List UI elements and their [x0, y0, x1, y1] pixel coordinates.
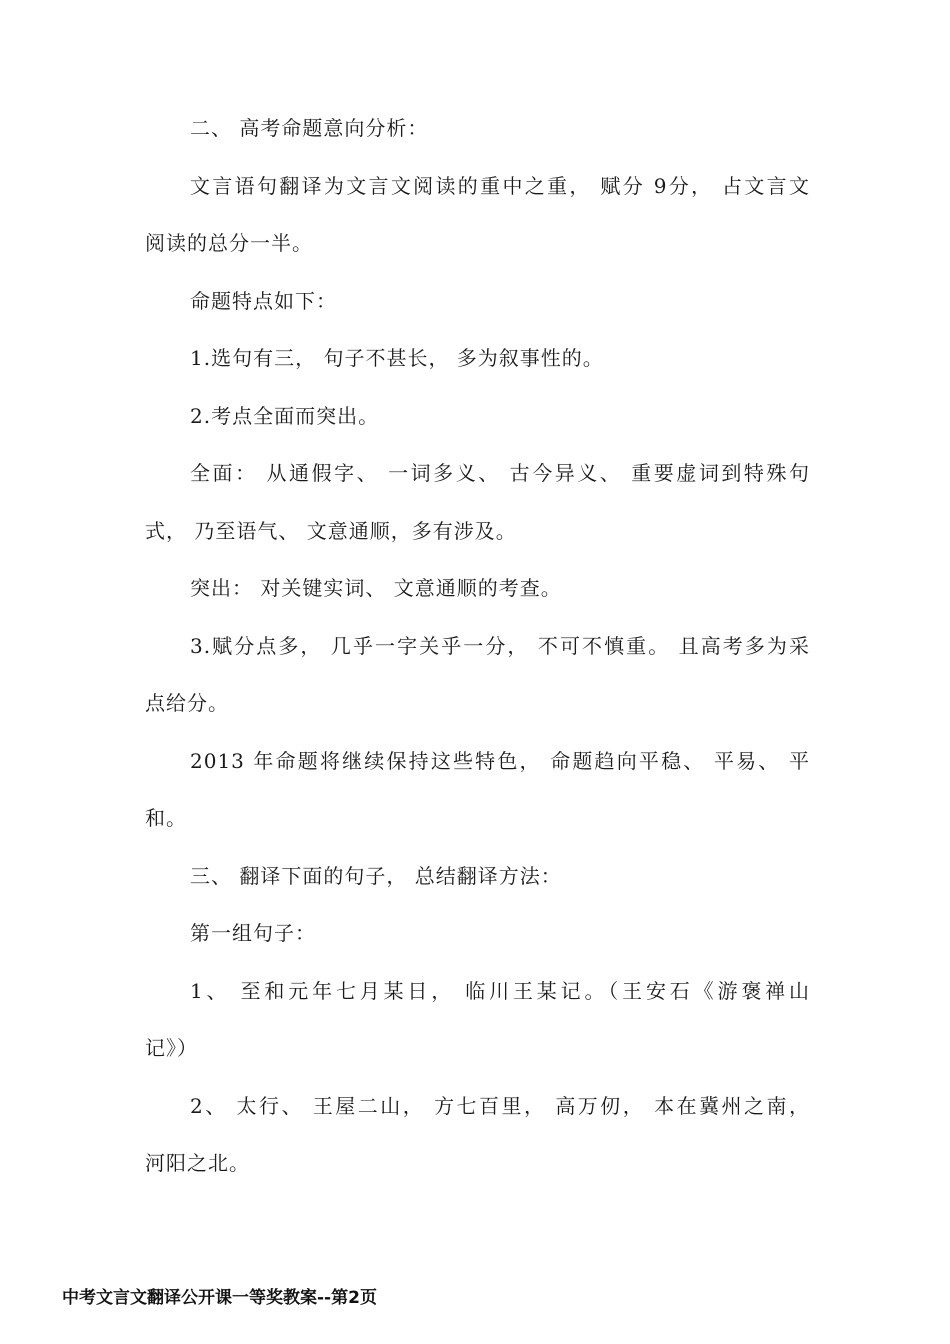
list-item: 2.考点全面而突出。 — [190, 404, 380, 428]
list-item: 2、 太行、 王屋二山， 方七百里， 高万仞， 本在冀州之南， — [190, 1094, 810, 1118]
paragraph-line: 式， 乃至语气、 文意通顺，多有涉及。 — [145, 519, 517, 543]
paragraph-line: 记》） — [145, 1036, 198, 1060]
section-heading-two: 二、 高考命题意向分析： — [190, 116, 429, 140]
paragraph-line: 全面： 从通假字、 一词多义、 古今异义、 重要虚词到特殊句 — [190, 461, 810, 485]
paragraph-line: 和。 — [145, 806, 187, 830]
list-item: 1、 至和元年七月某日， 临川王某记。（王安石《游褒禅山 — [190, 979, 810, 1003]
paragraph-line: 2013 年命题将继续保持这些特色， 命题趋向平稳、 平易、 平 — [190, 749, 810, 773]
list-item: 1.选句有三， 句子不甚长， 多为叙事性的。 — [190, 346, 604, 370]
paragraph-line: 阅读的总分一半。 — [145, 231, 313, 255]
paragraph-line: 突出： 对关键实词、 文意通顺的考查。 — [190, 576, 562, 600]
section-heading-three: 三、 翻译下面的句子， 总结翻译方法： — [190, 864, 562, 888]
paragraph-line: 命题特点如下： — [190, 289, 337, 313]
paragraph-line: 河阳之北。 — [145, 1151, 250, 1175]
paragraph-line: 第一组句子： — [190, 921, 316, 945]
page-footer: 中考文言文翻译公开课一等奖教案--第2页 — [62, 1288, 377, 1308]
paragraph-line: 文言语句翻译为文言文阅读的重中之重， 赋分 9分， 占文言文 — [190, 174, 810, 198]
paragraph-line: 点给分。 — [145, 691, 229, 715]
list-item: 3.赋分点多， 几乎一字关乎一分， 不可不慎重。 且高考多为采 — [190, 634, 810, 658]
